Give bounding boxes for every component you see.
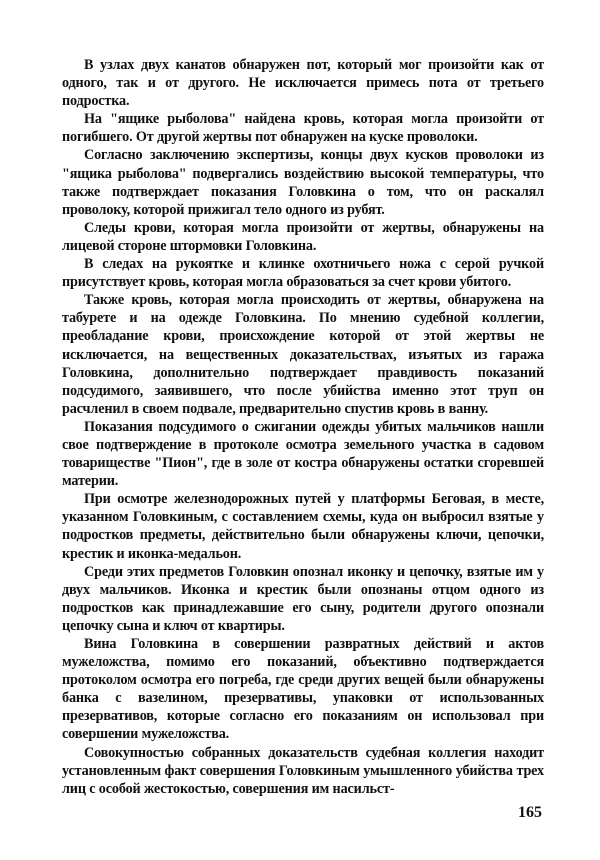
paragraph-2: На "ящике рыболова" найдена кровь, которая могла произойти от погибшего. От другой жертвы пот обнаружен на куске проволоки. [62,111,544,146]
paragraph-5: В следах на рукоятке и клинке охотничьего ножа с серой ручкой присутствует кровь, которая могла образоваться за счет крови убитого. [62,256,544,291]
paragraph-3: Согласно заключению экспертизы, концы двух кусков проволоки из "ящика рыболова" подвергались воздействию высокой температуры, что также подтверждает показания Головкина о том, что он раскалял проволоку, которой прижигал тело одного из рубят. [62,147,544,218]
body-text [62,56,544,798]
paragraph-10: Вина Головкина в совершении развратных действий и актов мужеложства, помимо его показаний, объективно подтверждается протоколом осмотра его погреба, где среди других вещей были обнаружены банка с вазелином, презервативы, упаковки от использованных презервативов, которые согласно его показаниям он использовал при совершении мужеложства. [62,636,544,743]
paragraph-8: При осмотре железнодорожных путей у платформы Беговая, в месте, указанном Головкиным, с составлением схемы, куда он выбросил взятые у подростков предметы, действительно были обнаружены ключи, цепочки, крестик и иконка-медальон. [62,491,544,562]
paragraph-11: Совокупностью собранных доказательств судебная коллегия находит установленным факт совершения Головкиным умышленного убийства трех лиц с особой жестокостью, совершения им насильст- [62,744,544,797]
paragraph-1: В узлах двух канатов обнаружен пот, который мог произойти как от одного, так и от другого. Не исключается примесь пота от третьего подростка. [62,57,544,110]
paragraph-6: Также кровь, которая могла происходить от жертвы, обнаружена на табурете и на одежде Головкина. По мнению судебной коллегии, преобладание крови, происхождение которой от этой жертвы не исключается, на вещественных доказательствах, изъятых из гаража Головкина, дополнительно подтверждает правдивость показаний подсудимого, заявившего, что после убийства именно этот труп он расчленил в своем подвале, предварительно спустив кровь в ванну. [62,292,544,417]
paragraph-9: Среди этих предметов Головкин опознал иконку и цепочку, взятые им у двух мальчиков. Иконка и крестик были опознаны отцом одного из подростков как принадлежавшие его сыну, родители другого опознали цепочку сына и ключ от квартиры. [62,563,544,634]
paragraph-7: Показания подсудимого о сжигании одежды убитых мальчиков нашли свое подтверждение в протоколе осмотра земельного участка в садовом товариществе "Пион", где в золе от костра обнаружены остатки сгоревшей материи. [62,418,544,490]
page-number: 165 [518,804,542,821]
paragraph-4: Следы крови, которая могла произойти от жертвы, обнаружены на лицевой стороне штормовки Головкина. [62,219,544,254]
